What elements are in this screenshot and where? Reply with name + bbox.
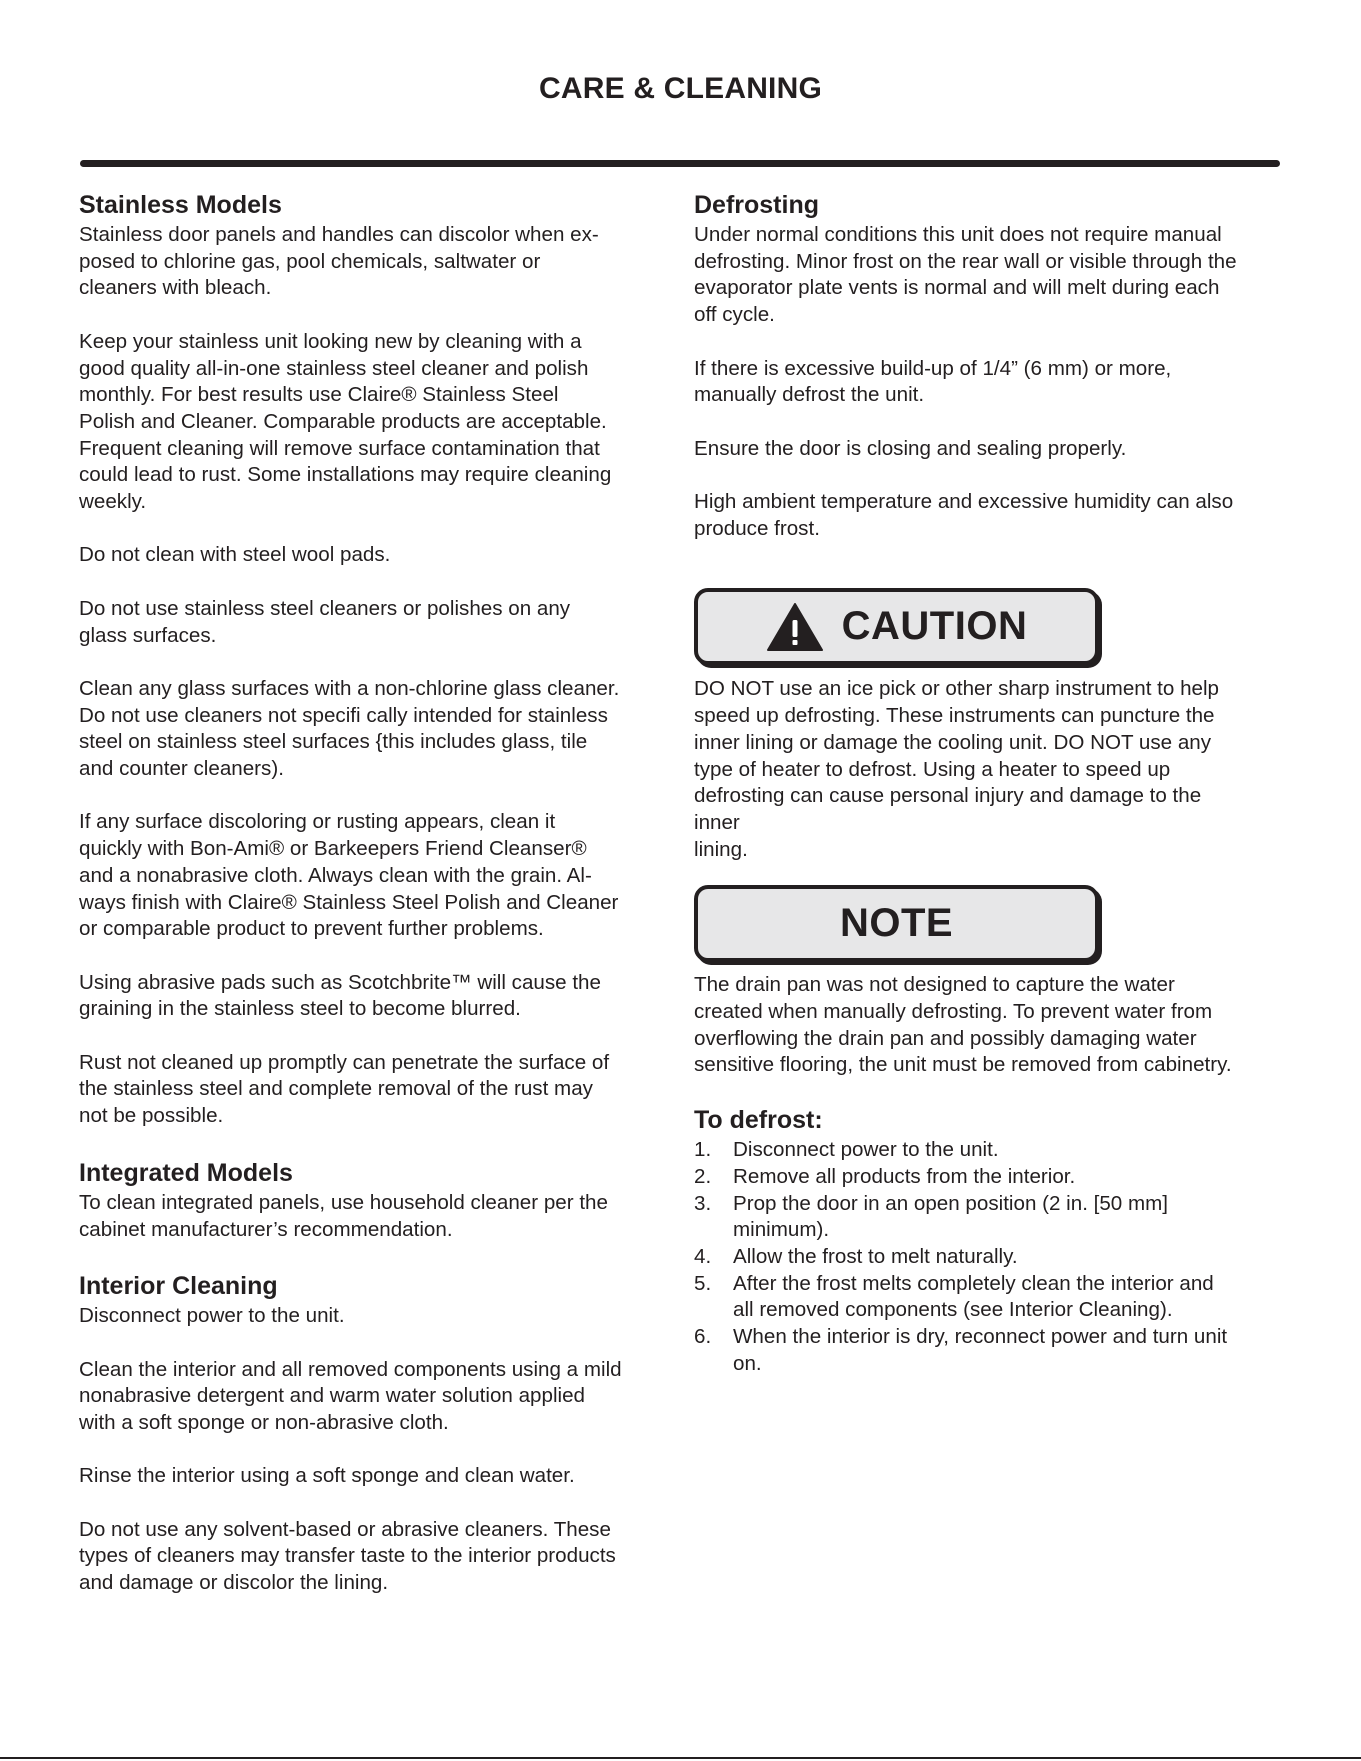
paragraph: Do not use stainless steel cleaners or polishes on any glass surfaces. bbox=[79, 596, 571, 647]
warning-triangle-icon bbox=[766, 602, 824, 652]
note-text: The drain pan was not designed to capture the water created when manually defrosting. To prevent water from overflowing the drain pan and possibly damaging water sensitive flooring, the unit must be removed from cabinetry. bbox=[694, 973, 1232, 1077]
paragraph: Clean any glass surfaces with a non-chlorine glass cleaner. Do not use cleaners not specifi cally intended for stainless steel on stainless steel surfaces {this includes glass, tile and counter cleaners). bbox=[79, 676, 620, 780]
note-banner bbox=[694, 885, 1099, 962]
step-number: 1. bbox=[694, 1138, 712, 1162]
page-title: CARE & CLEANING bbox=[538, 72, 822, 105]
section-heading: To defrost: bbox=[694, 1106, 823, 1135]
paragraph: Rust not cleaned up promptly can penetrate the surface of the stainless steel and complete removal of the rust may not be possible. bbox=[79, 1050, 610, 1128]
list-item bbox=[694, 1137, 1294, 1164]
paragraph: To clean integrated panels, use household cleaner per the cabinet manufacturer’s recommendation. bbox=[79, 1190, 608, 1241]
caution-text: DO NOT use an ice pick or other sharp instrument to help speed up defrosting. These instruments can puncture the inner lining or damage the cooling unit. DO NOT use any type of heater to defrost. Using a heater to speed up defrosting can cause personal injury and damage to the inner lining. bbox=[694, 677, 1219, 861]
caution-banner bbox=[694, 588, 1099, 665]
step-number: 2. bbox=[694, 1164, 712, 1188]
paragraph: If any surface discoloring or rusting appears, clean it quickly with Bon-Ami® or Barkeepers Friend Cleanser® and a nonabrasive cloth. Always clean with the grain. Al- ways finish with Claire® Stainless Steel Polish and Cleaner or comparable product to prevent further problems. bbox=[79, 810, 619, 941]
list-item bbox=[694, 1164, 1294, 1191]
step-text: After the frost melts completely clean the interior and all removed components (see Interior Cleaning). bbox=[733, 1271, 1214, 1322]
list-item bbox=[694, 1324, 1294, 1377]
step-text: Disconnect power to the unit. bbox=[733, 1138, 999, 1162]
paragraph: Rinse the interior using a soft sponge and clean water. bbox=[79, 1464, 575, 1488]
paragraph: Do not clean with steel wool pads. bbox=[79, 543, 391, 567]
step-text: Allow the frost to melt naturally. bbox=[733, 1244, 1018, 1268]
paragraph: High ambient temperature and excessive humidity can also produce frost. bbox=[694, 489, 1234, 540]
right-column bbox=[694, 188, 1294, 1377]
list-item bbox=[694, 1244, 1294, 1271]
section-integrated-models bbox=[79, 1156, 675, 1243]
section-to-defrost bbox=[694, 1103, 1294, 1377]
step-number: 5. bbox=[694, 1271, 712, 1295]
paragraph: Clean the interior and all removed components using a mild nonabrasive detergent and warm water solution applied with a soft sponge or non-abrasive cloth. bbox=[79, 1357, 622, 1434]
list-item bbox=[694, 1271, 1294, 1324]
paragraph: Do not use any solvent-based or abrasive cleaners. These types of cleaners may transfer taste to the interior products and damage or discolor the lining. bbox=[79, 1517, 616, 1595]
defrost-steps-list bbox=[694, 1137, 1294, 1377]
left-column bbox=[79, 188, 675, 1597]
title-divider bbox=[80, 160, 1280, 167]
bottom-divider bbox=[0, 1757, 1361, 1759]
step-number: 4. bbox=[694, 1244, 712, 1268]
section-heading: Defrosting bbox=[694, 191, 819, 219]
paragraph: Stainless door panels and handles can discolor when ex- posed to chlorine gas, pool chemicals, saltwater or cleaners with bleach. bbox=[79, 223, 599, 300]
paragraph: If there is excessive build-up of 1/4” (6 mm) or more, manually defrost the unit. bbox=[694, 356, 1172, 407]
step-text: Remove all products from the interior. bbox=[733, 1164, 1076, 1188]
paragraph: Under normal conditions this unit does not require manual defrosting. Minor frost on the rear wall or visible through the evaporator plate vents is normal and will melt during each off cycle. bbox=[694, 223, 1237, 327]
paragraph: Ensure the door is closing and sealing properly. bbox=[694, 436, 1127, 460]
paragraph: Disconnect power to the unit. bbox=[79, 1304, 345, 1328]
note-label: NOTE bbox=[839, 901, 954, 946]
caution-label: CAUTION bbox=[841, 604, 1028, 649]
section-defrosting bbox=[694, 188, 1294, 542]
section-heading: Stainless Models bbox=[79, 191, 282, 219]
section-heading: Integrated Models bbox=[79, 1158, 293, 1187]
step-text: When the interior is dry, reconnect power and turn unit on. bbox=[733, 1325, 1228, 1375]
step-text: Prop the door in an open position (2 in. [50 mm] minimum). bbox=[733, 1191, 1169, 1242]
list-item bbox=[694, 1191, 1294, 1244]
step-number: 6. bbox=[694, 1325, 712, 1349]
paragraph: Using abrasive pads such as Scotchbrite™ will cause the graining in the stainless steel to become blurred. bbox=[79, 970, 601, 1021]
section-heading: Interior Cleaning bbox=[79, 1272, 278, 1301]
section-stainless-models bbox=[79, 188, 675, 1130]
paragraph: Keep your stainless unit looking new by cleaning with a good quality all-in-one stainless steel cleaner and polish monthly. For best results use Claire® Stainless Steel Polish and Cleaner. Comparable products are acceptable. Frequent cleaning will remove surface contamination that could lead to rust. Some installations may require cleaning weekly. bbox=[79, 329, 612, 514]
step-number: 3. bbox=[694, 1191, 712, 1215]
section-interior-cleaning bbox=[79, 1269, 675, 1597]
